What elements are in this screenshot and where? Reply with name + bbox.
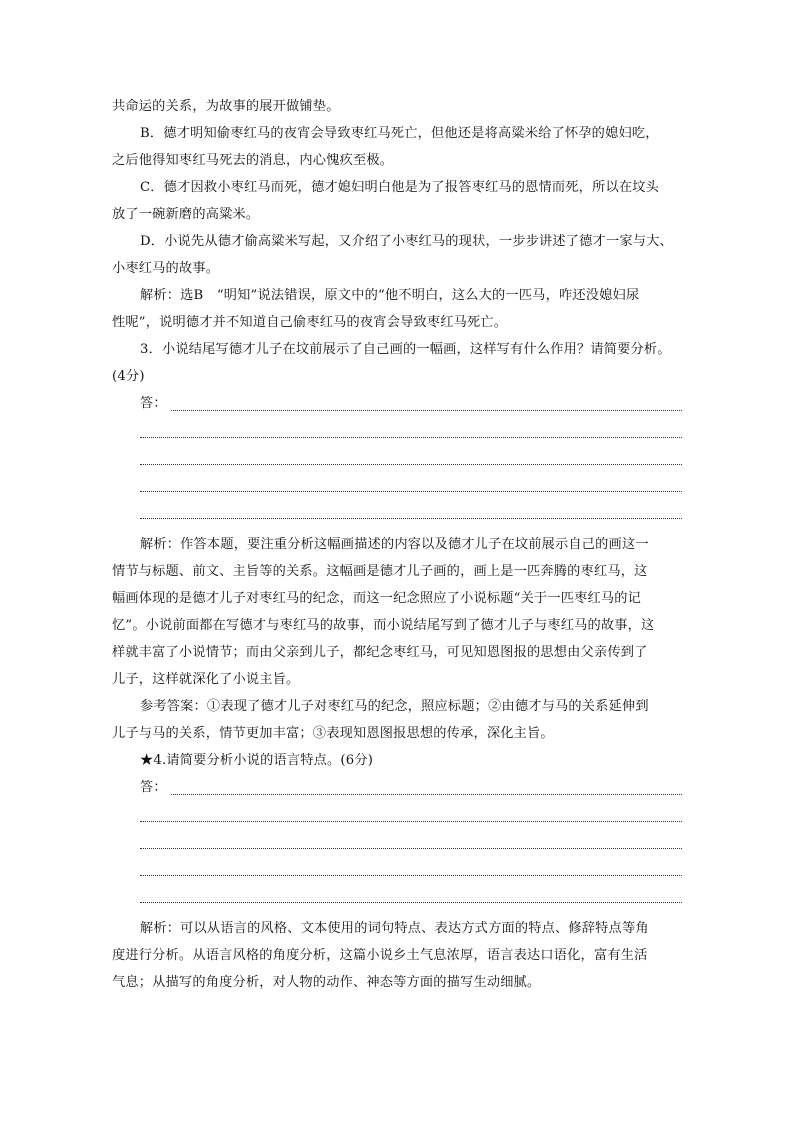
answer-line[interactable] <box>140 902 682 903</box>
question-3: 3．小说结尾写德才儿子在坟前展示了自己画的一幅画，这样写有什么作用？请简要分析。 <box>140 342 671 357</box>
analysis-q4: 解析：可以从语言的风格、文本使用的词句特点、表达方式方面的特点、修辞特点等角 <box>140 921 649 936</box>
text-line: 儿子与马的关系，情节更加丰富；③表现知恩图报思想的传承，深化主旨。 <box>112 726 554 741</box>
text-line: 小枣红马的故事。 <box>112 261 220 276</box>
answer-line[interactable] <box>171 794 682 795</box>
answer-area-q4[interactable] <box>112 774 682 909</box>
text-line: 气息；从描写的角度分析，对人物的动作、神态等方面的描写生动细腻。 <box>112 975 541 990</box>
analysis-q2: 解析：选B “明知”说法错误，原文中的“他不明白，这么大的一匹马，咋还没媳妇尿 <box>140 288 640 303</box>
text-line: 样就丰富了小说情节；而由父亲到儿子，都纪念枣红马，可见知恩图报的思想由父亲传到了 <box>112 645 648 660</box>
answer-line[interactable] <box>140 875 682 876</box>
text-line: 度进行分析。从语言风格的角度分析，这篇小说乡土气息浓厚，语言表达口语化，富有生活 <box>112 948 648 963</box>
question-3-points: (4分) <box>112 369 145 384</box>
text-line: 幅画体现的是德才儿子对枣红马的纪念，而这一纪念照应了小说标题“关于一匹枣红马的记 <box>112 591 642 606</box>
answer-line[interactable] <box>171 410 682 411</box>
text-line: 儿子，这样就深化了小说主旨。 <box>112 672 300 687</box>
answer-line[interactable] <box>140 518 682 519</box>
option-d: D．小说先从德才偷高粱米写起，又介绍了小枣红马的现状，一步步讲述了德才一家与大、 <box>140 234 673 249</box>
answer-label: 答： <box>140 396 167 411</box>
option-b: B．德才明知偷枣红马的夜宵会导致枣红马死亡，但他还是将高粱米给了怀孕的媳妇吃， <box>140 126 659 141</box>
text-line: 放了一碗新磨的高粱米。 <box>112 207 260 222</box>
answer-line[interactable] <box>140 848 682 849</box>
answer-label: 答： <box>140 780 167 795</box>
answer-area-q3[interactable] <box>112 390 682 525</box>
answer-line[interactable] <box>140 491 682 492</box>
reference-answer-q3: 参考答案：①表现了德才儿子对枣红马的纪念，照应标题；②由德才与马的关系延伸到 <box>140 699 649 714</box>
analysis-q3: 解析：作答本题，要注重分析这幅画描述的内容以及德才儿子在坟前展示自己的画这一 <box>140 537 649 552</box>
text-line: 之后他得知枣红马死去的消息，内心愧疚至极。 <box>112 153 394 168</box>
answer-line[interactable] <box>140 821 682 822</box>
option-c: C．德才因救小枣红马而死，德才媳妇明白他是为了报答枣红马的恩情而死，所以在坟头 <box>140 180 660 195</box>
document-page <box>112 93 682 996</box>
question-4: ★4.请简要分析小说的语言特点。(6分) <box>140 753 374 768</box>
answer-line[interactable] <box>140 464 682 465</box>
text-line: 性呢”，说明德才并不知道自己偷枣红马的夜宵会导致枣红马死亡。 <box>112 315 508 330</box>
text-line: 共命运的关系，为故事的展开做铺垫。 <box>112 99 340 114</box>
text-line: 情节与标题、前文、主旨等的关系。这幅画是德才儿子画的，画上是一匹奔腾的枣红马，这 <box>112 564 648 579</box>
text-line: 忆”。小说前面都在写德才与枣红马的故事，而小说结尾写到了德才儿子与枣红马的故事，这 <box>112 618 655 633</box>
answer-line[interactable] <box>140 437 682 438</box>
